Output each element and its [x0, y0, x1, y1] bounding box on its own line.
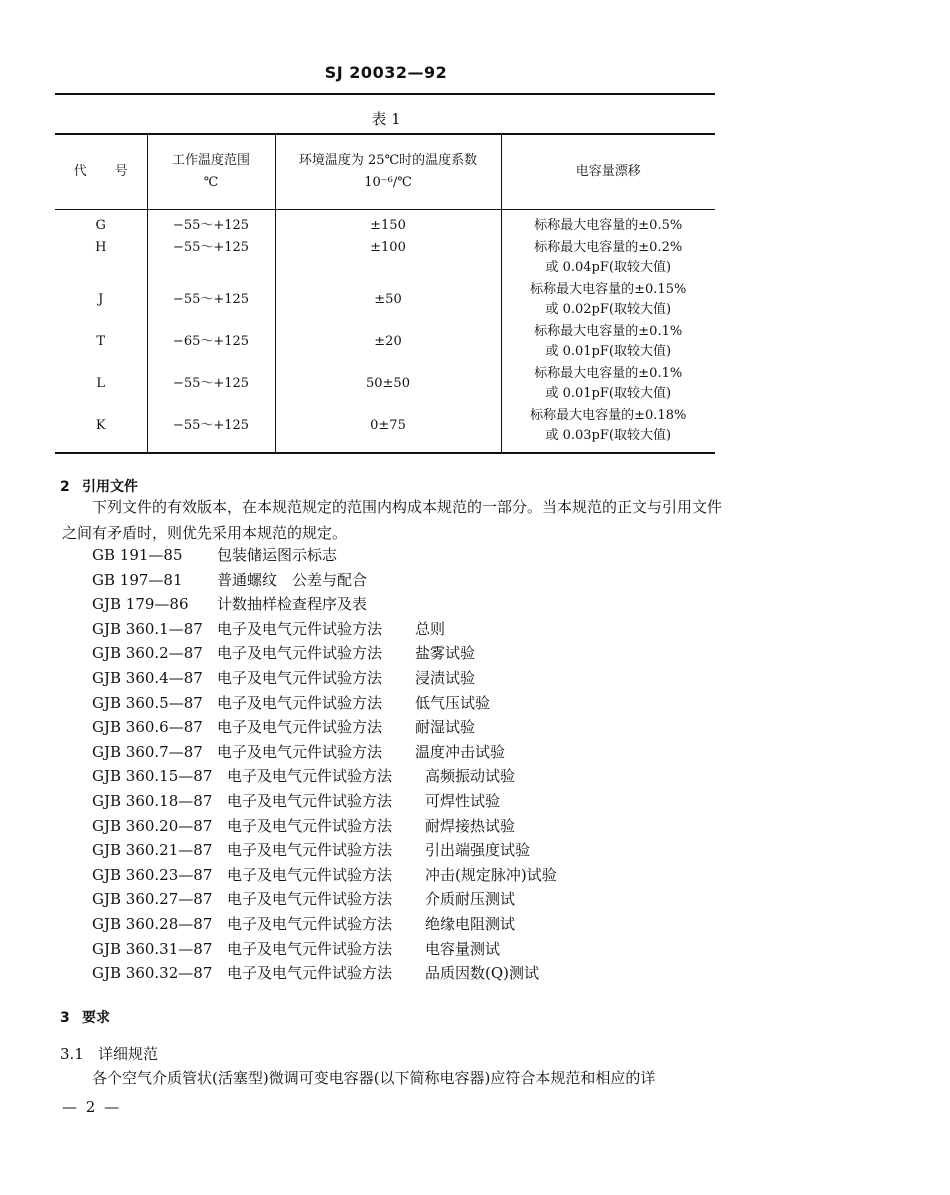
section-2-intro: 下列文件的有效版本，在本规范规定的范围内构成本规范的一部分。当本规范的正文与引用文件之间有矛盾时，则优先采用本规范的规定。 — [62, 498, 723, 542]
reference-code: GJB 360.23—87 — [92, 865, 213, 884]
document-code: SJ 20032—92 — [324, 63, 448, 82]
section-2-title: 引用文件 — [82, 479, 138, 495]
table-row — [55, 236, 715, 278]
cell-coef: 0±75 — [275, 404, 501, 453]
reference-title: 电子及电气元件试验方法 — [217, 693, 383, 712]
list-item — [92, 814, 557, 839]
reference-title: 普通螺纹 公差与配合 — [217, 570, 368, 589]
list-item — [92, 715, 557, 740]
reference-code: GJB 360.7—87 — [92, 742, 203, 761]
table-row — [55, 278, 715, 320]
cell-code: H — [95, 240, 107, 255]
section-3-heading — [60, 1007, 110, 1027]
reference-title: 电子及电气元件试验方法 — [217, 742, 383, 761]
reference-code: GJB 360.6—87 — [92, 718, 203, 737]
cell-temp: −55～+125 — [147, 210, 275, 237]
list-item — [92, 543, 557, 568]
cell-drift — [501, 404, 715, 453]
cell-code: J — [98, 292, 104, 307]
list-item — [92, 838, 557, 863]
reference-subtitle: 冲击(规定脉冲)试验 — [425, 865, 557, 884]
reference-code: GB 197—81 — [92, 570, 183, 589]
page-number: — 2 — — [62, 1098, 122, 1116]
reference-subtitle: 介质耐压测试 — [425, 890, 516, 909]
reference-code: GJB 360.20—87 — [92, 816, 213, 835]
list-item — [92, 592, 557, 617]
header-coef-unit: 10⁻⁶/℃ — [364, 175, 412, 190]
cell-drift — [501, 210, 715, 237]
temperature-coefficient-table — [55, 133, 715, 454]
reference-code: GJB 360.32—87 — [92, 964, 213, 983]
cell-temp: −55～+125 — [147, 236, 275, 278]
reference-code: GJB 179—86 — [92, 595, 189, 614]
list-item — [92, 863, 557, 888]
reference-subtitle: 可焊性试验 — [425, 791, 501, 810]
drift-line: 标称最大电容量的±0.18% — [530, 408, 687, 423]
section-3-1-text: 各个空气介质管状(活塞型)微调可变电容器(以下简称电容器)应符合本规范和相应的详 — [92, 1069, 656, 1087]
reference-subtitle: 低气压试验 — [415, 693, 491, 712]
table-caption: 表 1 — [371, 110, 401, 128]
header-temp — [147, 134, 275, 210]
reference-code: GB 191—85 — [92, 546, 183, 564]
cell-code: G — [95, 218, 106, 233]
reference-subtitle: 总则 — [415, 619, 446, 638]
list-item — [92, 740, 557, 765]
section-3-1-number: 3.1 — [60, 1045, 84, 1063]
reference-list — [92, 543, 557, 986]
section-2-heading — [60, 476, 138, 496]
reference-title: 电子及电气元件试验方法 — [217, 619, 383, 638]
drift-line: 或 0.01pF(取较大值) — [545, 386, 672, 401]
table-row — [55, 210, 715, 237]
reference-title: 电子及电气元件试验方法 — [227, 865, 393, 884]
reference-title: 计数抽样检查程序及表 — [217, 595, 368, 614]
cell-drift — [501, 278, 715, 320]
reference-subtitle: 品质因数(Q)测试 — [425, 964, 540, 983]
reference-title: 电子及电气元件试验方法 — [227, 964, 393, 983]
reference-code: GJB 360.31—87 — [92, 939, 213, 958]
table-row — [55, 362, 715, 404]
reference-code: GJB 360.18—87 — [92, 791, 213, 810]
list-item — [92, 764, 557, 789]
cell-coef: 50±50 — [275, 362, 501, 404]
reference-title: 电子及电气元件试验方法 — [227, 914, 393, 933]
cell-temp: −55～+125 — [147, 404, 275, 453]
list-item — [92, 568, 557, 593]
list-item — [92, 912, 557, 937]
reference-subtitle: 盐雾试验 — [415, 644, 476, 663]
reference-code: GJB 360.5—87 — [92, 693, 203, 712]
drift-line: 或 0.03pF(取较大值) — [545, 428, 672, 443]
header-drift: 电容量漂移 — [501, 134, 715, 210]
reference-subtitle: 电容量测试 — [425, 939, 501, 958]
drift-line: 标称最大电容量的±0.2% — [534, 240, 683, 255]
drift-line: 标称最大电容量的±0.15% — [530, 282, 687, 297]
cell-coef: ±100 — [275, 236, 501, 278]
header-code-char-2: 号 — [114, 164, 128, 179]
section-3-number: 3 — [60, 1010, 70, 1026]
reference-title: 电子及电气元件试验方法 — [227, 767, 393, 786]
section-3-1-heading — [60, 1043, 158, 1064]
reference-code: GJB 360.2—87 — [92, 644, 203, 663]
list-item — [92, 691, 557, 716]
header-rule — [55, 93, 715, 95]
cell-code: K — [55, 404, 147, 453]
drift-line: 或 0.04pF(取较大值) — [545, 260, 672, 275]
reference-title: 电子及电气元件试验方法 — [217, 718, 383, 737]
list-item — [92, 666, 557, 691]
header-temp-title: 工作温度范围 — [171, 153, 250, 168]
reference-title: 电子及电气元件试验方法 — [227, 841, 393, 860]
section-3-title: 要求 — [82, 1010, 110, 1026]
header-code-char-1: 代 — [73, 164, 87, 179]
reference-title: 电子及电气元件试验方法 — [227, 816, 393, 835]
drift-line: 或 0.01pF(取较大值) — [545, 344, 672, 359]
header-code — [55, 134, 147, 210]
reference-subtitle: 耐焊接热试验 — [425, 816, 516, 835]
reference-code: GJB 360.1—87 — [92, 619, 203, 638]
cell-coef: ±150 — [275, 210, 501, 237]
list-item — [92, 887, 557, 912]
reference-subtitle: 引出端强度试验 — [425, 841, 531, 860]
list-item — [92, 617, 557, 642]
cell-temp: −55～+125 — [147, 362, 275, 404]
cell-temp: −65～+125 — [147, 320, 275, 362]
drift-line: 标称最大电容量的±0.1% — [534, 366, 683, 381]
list-item — [92, 961, 557, 986]
reference-subtitle: 浸渍试验 — [415, 668, 476, 687]
section-3-1-title: 详细规范 — [98, 1045, 159, 1063]
table-row — [55, 320, 715, 362]
cell-drift — [501, 362, 715, 404]
drift-line: 或 0.02pF(取较大值) — [545, 302, 672, 317]
reference-subtitle: 高频振动试验 — [425, 767, 516, 786]
header-temp-unit: ℃ — [203, 175, 219, 190]
table-row — [55, 404, 715, 453]
list-item — [92, 641, 557, 666]
cell-code: T — [96, 334, 106, 349]
reference-subtitle: 耐湿试验 — [415, 718, 476, 737]
reference-title: 电子及电气元件试验方法 — [227, 939, 393, 958]
table-header-row — [55, 134, 715, 210]
reference-code: GJB 360.28—87 — [92, 914, 213, 933]
drift-line: 标称最大电容量的±0.5% — [534, 218, 683, 233]
cell-coef: ±20 — [275, 320, 501, 362]
reference-code: GJB 360.15—87 — [92, 767, 213, 786]
header-coef — [275, 134, 501, 210]
reference-title: 电子及电气元件试验方法 — [227, 791, 393, 810]
reference-code: GJB 360.4—87 — [92, 668, 203, 687]
cell-drift — [501, 320, 715, 362]
reference-subtitle: 绝缘电阻测试 — [425, 914, 516, 933]
list-item — [92, 937, 557, 962]
section-2-number: 2 — [60, 479, 70, 495]
drift-line: 标称最大电容量的±0.1% — [534, 324, 683, 339]
reference-code: GJB 360.21—87 — [92, 841, 213, 860]
reference-title: 电子及电气元件试验方法 — [227, 890, 393, 909]
cell-coef: ±50 — [275, 278, 501, 320]
cell-temp: −55～+125 — [147, 278, 275, 320]
header-coef-title: 环境温度为 25℃时的温度系数 — [298, 153, 478, 168]
reference-title: 包装储运图示标志 — [217, 546, 338, 564]
list-item — [92, 789, 557, 814]
reference-title: 电子及电气元件试验方法 — [217, 644, 383, 663]
reference-subtitle: 温度冲击试验 — [415, 742, 506, 761]
reference-code: GJB 360.27—87 — [92, 890, 213, 909]
reference-title: 电子及电气元件试验方法 — [217, 668, 383, 687]
cell-code: L — [96, 376, 106, 391]
cell-drift — [501, 236, 715, 278]
